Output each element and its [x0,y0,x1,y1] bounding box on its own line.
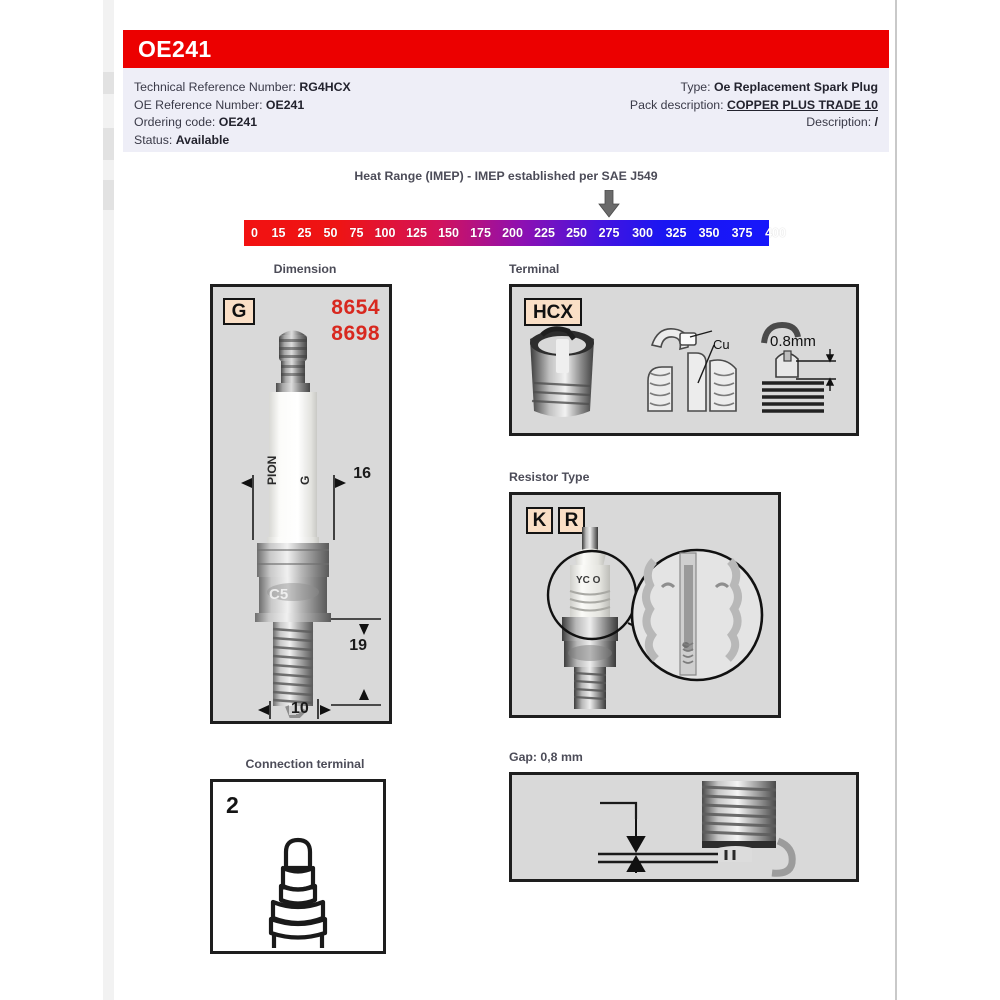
connection-terminal-code: 2 [226,792,239,818]
dimension-label-19: 19 [349,637,367,654]
info-label: OE Reference Number: [134,97,263,112]
info-label: Technical Reference Number: [134,80,296,94]
info-value: OE241 [218,115,258,129]
resistor-code-badge-k: K [526,507,553,534]
product-info-left [134,79,351,149]
info-row-type [630,79,878,97]
terminal-code-badge: HCX [524,298,582,326]
svg-text:PION: PION [265,455,279,485]
heat-range-section [123,160,889,246]
product-info-right [630,79,878,132]
heat-range-caption: Heat Range (IMEP) - IMEP established per SAE J549 [354,169,658,183]
info-row-pack-description [630,97,878,115]
heat-range-value: 250 [566,226,587,240]
svg-text:G: G [298,475,312,485]
resistor-code-badge-r: R [558,507,585,534]
scrollbar-thumb-segment[interactable] [103,72,114,94]
heat-range-value: 300 [632,226,653,240]
dimension-label-10: 10 [291,700,309,717]
heat-range-value: 325 [665,226,687,240]
info-row-description [630,114,878,132]
heat-range-value: 25 [297,226,312,240]
heat-range-value: 350 [698,226,720,240]
heat-range-bar[interactable] [244,220,786,246]
dimension-code-badge: G [223,298,255,325]
heat-range-value: 375 [731,226,753,240]
heat-range-value: 50 [323,226,338,240]
heat-range-value: 15 [271,226,286,240]
info-label: Description: [806,115,872,129]
status-badge: Available [175,132,230,147]
info-row-ordering-code [134,114,351,132]
info-value: OE241 [265,97,305,112]
connection-terminal-drawing [213,782,383,951]
document-body [114,0,897,1000]
scrollbar-thumb-segment[interactable] [103,180,114,210]
scrollbar-thumb-segment[interactable] [103,128,114,160]
reference-number: 8698 [331,322,380,345]
svg-text:YC O: YC O [576,575,601,586]
info-label: Status: [134,132,173,147]
terminal-illustrations [512,287,856,433]
dimension-label-16: 16 [353,465,371,482]
left-scrollbar-gutter[interactable] [103,0,114,1000]
right-column [509,262,869,882]
info-row-oe-reference [134,97,351,115]
heat-range-value: 75 [349,226,364,240]
svg-text:C5: C5 [269,586,289,603]
heat-range-value: 225 [534,226,555,240]
connection-terminal-figure [210,779,386,954]
heat-range-value: 200 [502,226,523,240]
info-label: Pack description: [629,97,724,112]
heat-range-value: 400 [765,226,786,240]
product-info-block [123,68,889,152]
info-label: Type: [680,80,711,94]
resistor-type-caption: Resistor Type [509,470,590,484]
resistor-type-drawing [512,495,778,715]
gap-drawing [512,775,856,879]
info-row-technical-reference [134,79,351,97]
info-value: RG4HCX [299,80,351,94]
left-column [210,262,400,954]
gap-figure [509,772,859,882]
reference-number: 8654 [331,296,380,319]
info-label: Ordering code: [134,115,216,129]
terminal-figure [509,284,859,436]
info-row-status [134,132,351,150]
gap-caption: Gap: 0,8 mm [509,750,583,764]
heat-range-marker-row [123,190,889,220]
resistor-type-figure [509,492,781,718]
pack-description-link[interactable]: COPPER PLUS TRADE 10 [726,97,878,112]
page-title: OE241 [138,35,212,62]
info-value: / [874,115,878,129]
connection-terminal-caption: Connection terminal [245,757,365,771]
dimension-caption: Dimension [273,262,337,276]
heat-range-value: 100 [374,226,396,240]
product-title-bar [123,30,889,68]
spark-plug-dimension-drawing [213,287,392,724]
terminal-core-label: Cu [713,337,730,352]
heat-range-value: 0 [251,226,258,240]
heat-range-value: 275 [598,226,620,240]
terminal-caption: Terminal [509,262,560,276]
info-value: Oe Replacement Spark Plug [713,80,878,94]
heat-range-marker-arrow-icon [598,190,620,218]
heat-range-value: 175 [470,226,491,240]
terminal-gap-label: 0.8mm [770,333,816,350]
dimension-figure [210,284,392,724]
heat-range-value: 150 [438,226,459,240]
heat-range-value: 125 [406,226,427,240]
